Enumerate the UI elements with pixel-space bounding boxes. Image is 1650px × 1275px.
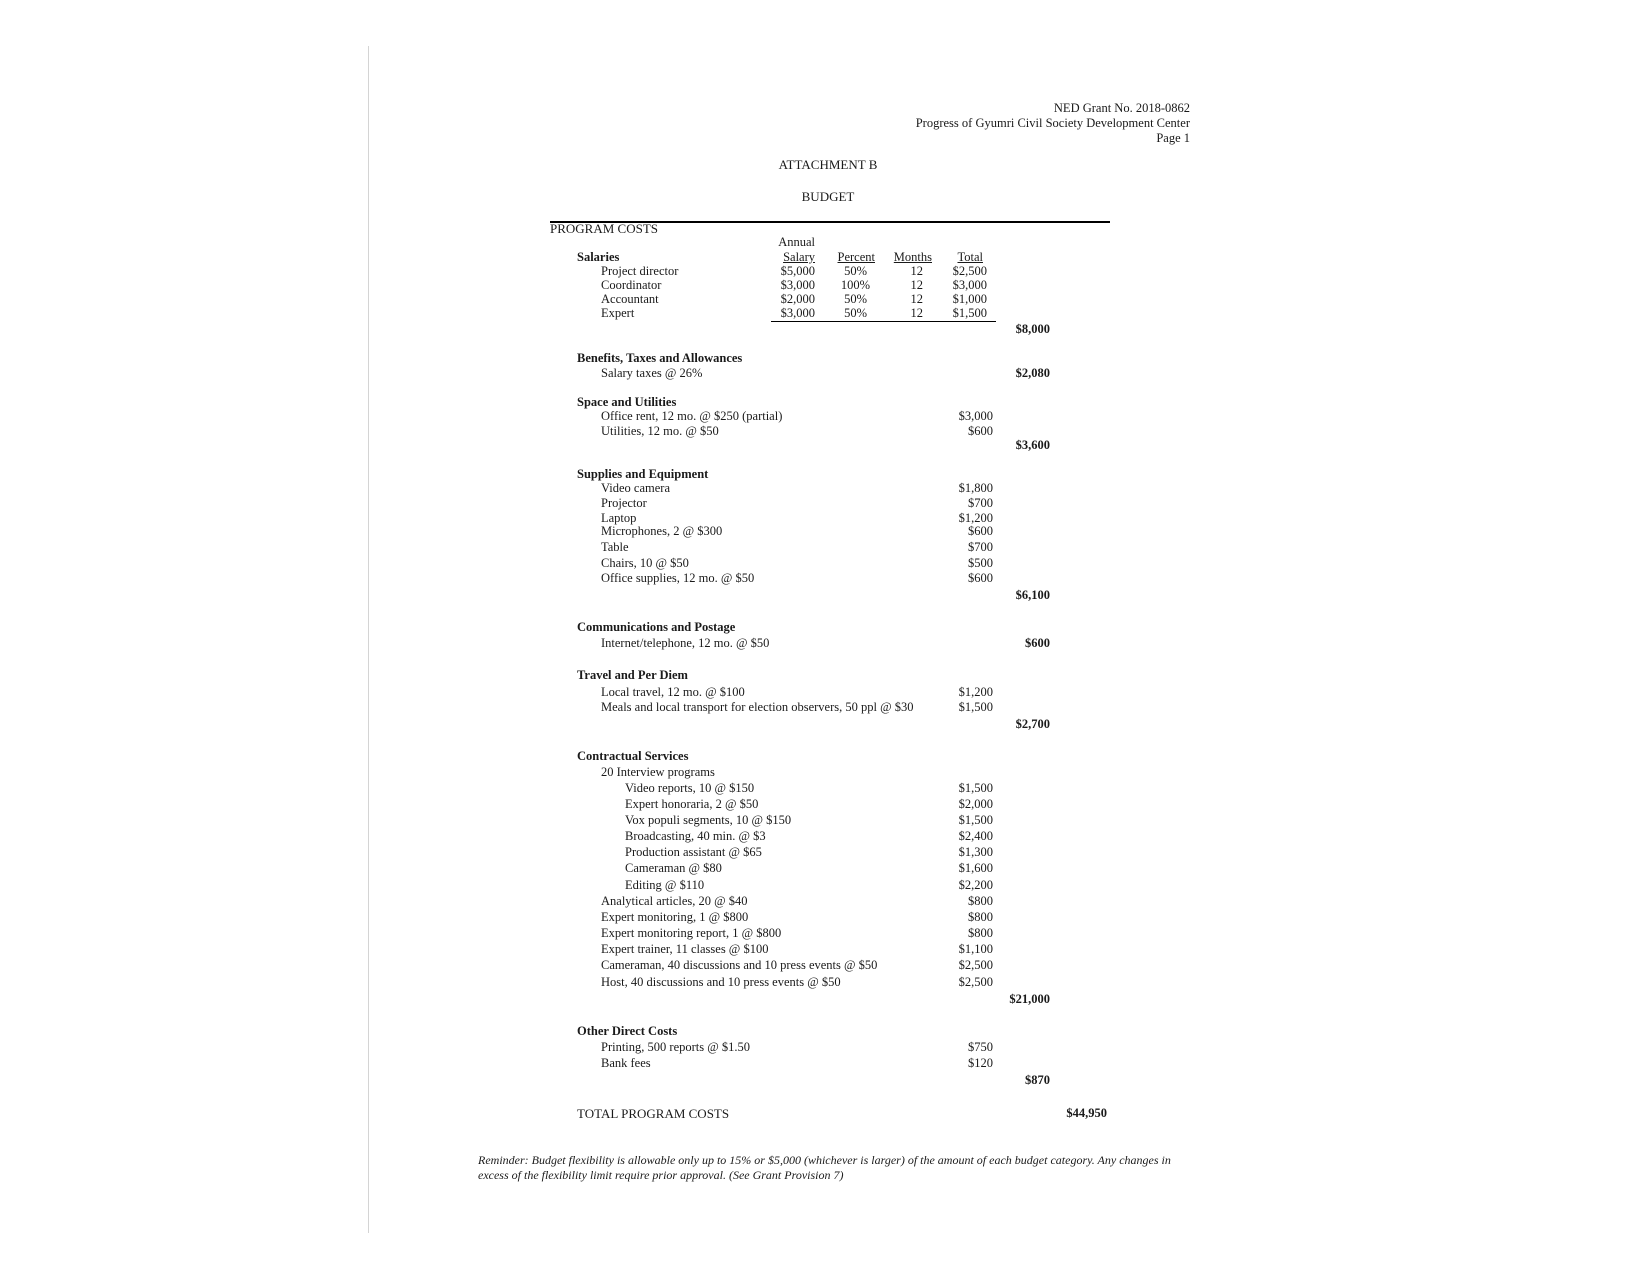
col-salary: Salary bbox=[783, 250, 815, 264]
months: 12 bbox=[910, 278, 923, 292]
line-item-amount: $1,200 bbox=[958, 511, 993, 525]
line-item-amount: $2,400 bbox=[958, 829, 993, 843]
annual-salary: $5,000 bbox=[780, 264, 815, 278]
salary-label: Coordinator bbox=[601, 278, 662, 292]
line-item-label: Analytical articles, 20 @ $40 bbox=[601, 894, 748, 908]
line-item-label: Utilities, 12 mo. @ $50 bbox=[601, 424, 719, 438]
salary-label: Expert bbox=[601, 306, 635, 320]
line-item-amount: $700 bbox=[968, 496, 993, 510]
line-item-label: Expert monitoring, 1 @ $800 bbox=[601, 910, 749, 924]
travel-heading: Travel and Per Diem bbox=[577, 668, 688, 682]
communications-subtotal: $600 bbox=[1025, 636, 1050, 650]
col-months: Months bbox=[893, 250, 932, 264]
line-item-label: Bank fees bbox=[601, 1056, 651, 1070]
months: 12 bbox=[910, 292, 923, 306]
line-item-amount: $700 bbox=[968, 540, 993, 554]
line-item-label: Vox populi segments, 10 @ $150 bbox=[625, 813, 792, 827]
line-item-label: Expert monitoring report, 1 @ $800 bbox=[601, 926, 782, 940]
line-item-label: Cameraman @ $80 bbox=[625, 861, 722, 875]
line-item-label: Salary taxes @ 26% bbox=[601, 366, 703, 380]
salary-label: Accountant bbox=[601, 292, 659, 306]
line-item-amount: $2,200 bbox=[958, 878, 993, 892]
salary-total: $1,500 bbox=[952, 306, 987, 320]
line-item-amount: $1,500 bbox=[958, 781, 993, 795]
line-item-label: Internet/telephone, 12 mo. @ $50 bbox=[601, 636, 770, 650]
annual-salary: $3,000 bbox=[780, 306, 815, 320]
salary-total: $2,500 bbox=[952, 264, 987, 278]
benefits-subtotal: $2,080 bbox=[1015, 366, 1050, 380]
line-item-label: Office rent, 12 mo. @ $250 (partial) bbox=[601, 409, 783, 423]
travel-subtotal: $2,700 bbox=[1015, 717, 1050, 731]
line-item-amount: $800 bbox=[968, 894, 993, 908]
line-item-label: Office supplies, 12 mo. @ $50 bbox=[601, 571, 755, 585]
percent: 50% bbox=[844, 264, 867, 278]
reminder-line-1: Reminder: Budget flexibility is allowable only up to 15% or $5,000 (whichever is larger) of the amount of each budget category. Any changes in bbox=[478, 1153, 1171, 1167]
line-item-label: Table bbox=[601, 540, 629, 554]
other-subtotal: $870 bbox=[1025, 1073, 1050, 1087]
line-item-label: Expert trainer, 11 classes @ $100 bbox=[601, 942, 769, 956]
line-item-label: Host, 40 discussions and 10 press events @ $50 bbox=[601, 975, 841, 989]
line-item-label: 20 Interview programs bbox=[601, 765, 715, 779]
line-item-amount: $1,800 bbox=[958, 481, 993, 495]
line-item-label: Production assistant @ $65 bbox=[625, 845, 762, 859]
line-item-amount: $2,500 bbox=[958, 975, 993, 989]
line-item-amount: $800 bbox=[968, 926, 993, 940]
line-item-label: Chairs, 10 @ $50 bbox=[601, 556, 689, 570]
line-item-label: Expert honoraria, 2 @ $50 bbox=[625, 797, 759, 811]
line-item-amount: $3,000 bbox=[958, 409, 993, 423]
total-label: TOTAL PROGRAM COSTS bbox=[577, 1106, 730, 1121]
line-item-amount: $120 bbox=[968, 1056, 993, 1070]
percent: 50% bbox=[844, 292, 867, 306]
line-item-amount: $600 bbox=[968, 524, 993, 538]
supplies-subtotal: $6,100 bbox=[1015, 588, 1050, 602]
line-item-label: Broadcasting, 40 min. @ $3 bbox=[625, 829, 766, 843]
line-item-amount: $750 bbox=[968, 1040, 993, 1054]
other-heading: Other Direct Costs bbox=[577, 1024, 678, 1038]
contractual-subtotal: $21,000 bbox=[1009, 992, 1050, 1006]
organization-name: Progress of Gyumri Civil Society Development Center bbox=[915, 116, 1190, 130]
salaries-heading: Salaries bbox=[577, 250, 620, 264]
line-item-amount: $600 bbox=[968, 571, 993, 585]
line-item-label: Video camera bbox=[601, 481, 671, 495]
annual-salary: $3,000 bbox=[780, 278, 815, 292]
col-annual: Annual bbox=[778, 235, 815, 249]
attachment-title: ATTACHMENT B bbox=[778, 157, 878, 172]
salary-total: $3,000 bbox=[952, 278, 987, 292]
percent: 100% bbox=[840, 278, 870, 292]
line-item-amount: $1,100 bbox=[958, 942, 993, 956]
reminder-line-2: excess of the flexibility limit require prior approval. (See Grant Provision 7) bbox=[478, 1168, 844, 1182]
line-item-label: Editing @ $110 bbox=[625, 878, 705, 892]
budget-title: BUDGET bbox=[801, 189, 855, 204]
annual-salary: $2,000 bbox=[780, 292, 815, 306]
line-item-label: Microphones, 2 @ $300 bbox=[601, 524, 723, 538]
line-item-amount: $2,000 bbox=[958, 797, 993, 811]
salaries-subtotal: $8,000 bbox=[1015, 322, 1050, 336]
line-item-label: Laptop bbox=[601, 511, 637, 525]
salary-underline bbox=[771, 321, 996, 322]
viewer-left-edge bbox=[368, 46, 369, 1233]
line-item-amount: $2,500 bbox=[958, 958, 993, 972]
line-item-amount: $1,600 bbox=[958, 861, 993, 875]
line-item-label: Printing, 500 reports @ $1.50 bbox=[601, 1040, 751, 1054]
months: 12 bbox=[910, 306, 923, 320]
line-item-amount: $600 bbox=[968, 424, 993, 438]
space-heading: Space and Utilities bbox=[577, 395, 677, 409]
line-item-label: Meals and local transport for election observers, 50 ppl @ $30 bbox=[601, 700, 914, 714]
page-number: Page 1 bbox=[1156, 131, 1190, 145]
line-item-amount: $1,300 bbox=[958, 845, 993, 859]
line-item-label: Local travel, 12 mo. @ $100 bbox=[601, 685, 745, 699]
percent: 50% bbox=[844, 306, 867, 320]
benefits-heading: Benefits, Taxes and Allowances bbox=[577, 351, 743, 365]
line-item-amount: $800 bbox=[968, 910, 993, 924]
col-percent: Percent bbox=[837, 250, 875, 264]
contractual-heading: Contractual Services bbox=[577, 749, 689, 763]
line-item-label: Cameraman, 40 discussions and 10 press events @ $50 bbox=[601, 958, 878, 972]
line-item-amount: $1,500 bbox=[958, 700, 993, 714]
salary-label: Project director bbox=[601, 264, 679, 278]
space-subtotal: $3,600 bbox=[1015, 438, 1050, 452]
col-total: Total bbox=[957, 250, 983, 264]
total-amount: $44,950 bbox=[1066, 1106, 1107, 1120]
months: 12 bbox=[910, 264, 923, 278]
line-item-amount: $500 bbox=[968, 556, 993, 570]
supplies-heading: Supplies and Equipment bbox=[577, 467, 709, 481]
line-item-amount: $1,200 bbox=[958, 685, 993, 699]
communications-heading: Communications and Postage bbox=[577, 620, 736, 634]
salary-total: $1,000 bbox=[952, 292, 987, 306]
grant-number: NED Grant No. 2018-0862 bbox=[1053, 101, 1190, 115]
program-costs-label: PROGRAM COSTS bbox=[550, 221, 659, 236]
line-item-amount: $1,500 bbox=[958, 813, 993, 827]
line-item-label: Video reports, 10 @ $150 bbox=[625, 781, 755, 795]
line-item-label: Projector bbox=[601, 496, 647, 510]
